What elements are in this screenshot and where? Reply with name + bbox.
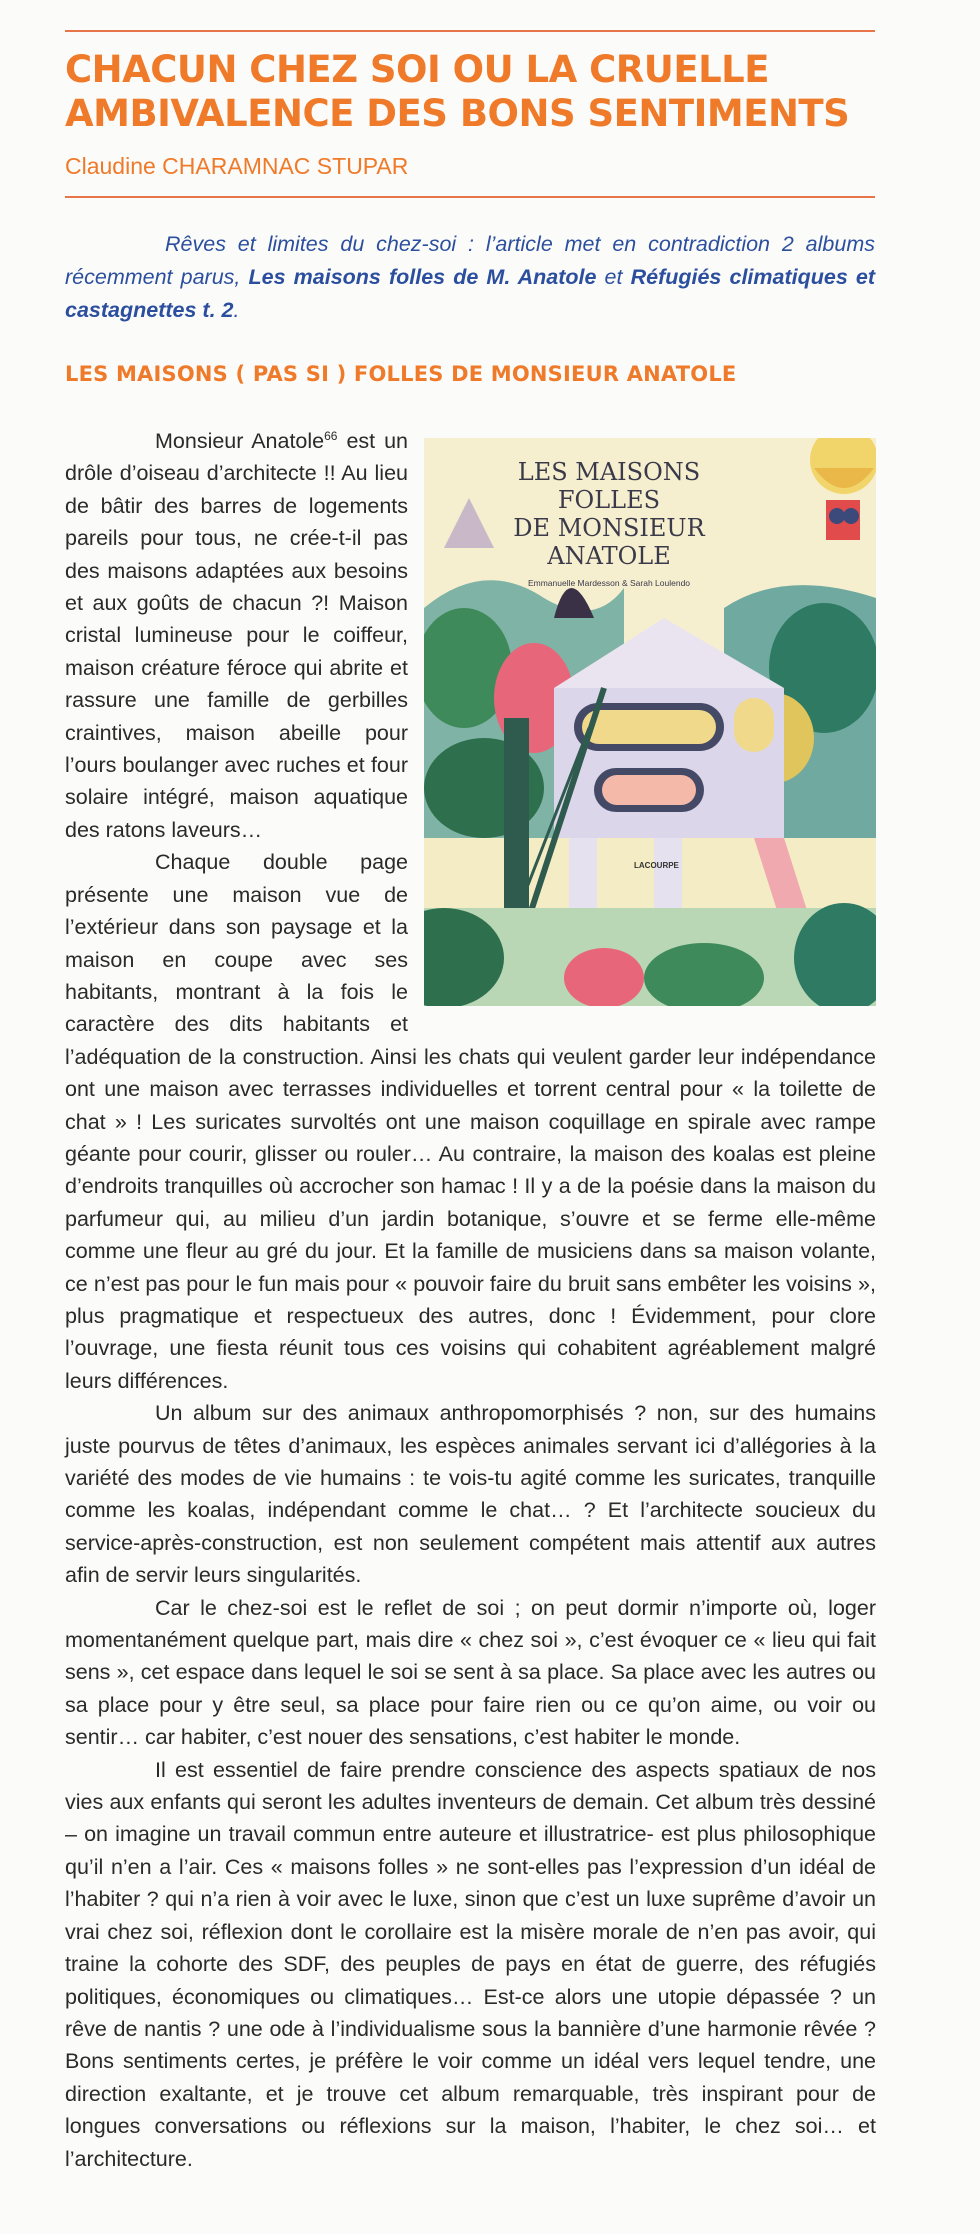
intro-book-title-2: Réfugiés climatiques et castagnettes t. 2 xyxy=(65,265,875,322)
intro-text-3: . xyxy=(233,298,240,322)
paragraph-1-start: Monsieur Anatole xyxy=(155,429,325,453)
cover-artwork xyxy=(424,438,876,1006)
intro-book-title-1: Les maisons folles de M. Anatole xyxy=(248,265,597,289)
cover-authors: Emmanuelle Mardesson & Sarah Loulendo xyxy=(527,578,691,588)
article-title: CHACUN CHEZ SOI OU LA CRUELLE AMBIVALENCE DES BONS SENTIMENTS xyxy=(65,48,850,135)
footnote-reference[interactable]: 66 xyxy=(324,428,338,443)
paragraph-4: Car le chez-soi est le reflet de soi ; on peut dormir n’importe où, loger momentanément quelque part, mais dire « chez soi », c’est évoquer ce « lieu qui fait sens », cet espace dans lequel le soi se sent à sa place. Sa place avec les autres ou sa place pour y être seul, sa place pour faire rien ou ce qu’on aime, ou voir ou sentir… car habiter, c’est nouer des sensations, c’est habiter le monde. xyxy=(65,1595,876,1750)
cover-title-line-1: LES MAISONS xyxy=(517,458,701,486)
cover-title-line-4: ANATOLE xyxy=(547,542,671,570)
article-intro xyxy=(65,228,875,327)
article-body xyxy=(65,425,876,2175)
paragraph-2: Chaque double page présente une maison vue de l’extérieur dans son paysage et la maison en coupe avec ses habitants, montrant à la fois le caractère des dits habitants et l’adéquation de la construction. Ainsi les chats qui veulent garder leur indépendance ont une maison avec terrasses individuelles et torrent central pour « la toilette de chat » ! Les suricates survoltés ont une maison coquillage en spirale avec rampe géante pour courir, glisser ou rouler… Au contraire, la maison des koalas est pleine d’endroits tranquilles où accrocher son hamac ! Il y a de la poésie dans la maison du parfumeur qui, au milieu d’un jardin botanique, s’ouvre et se ferme elle-même comme une fleur au gré du jour. Et la famille de musiciens dans sa maison volante, ce n’est pas pour le fun mais pour « pouvoir faire du bruit sans embêter les voisins », plus pragmatique et respectueux des autres, donc ! Évidemment, pour clore l’ouvrage, une fiesta réunit tous ces voisins qui cohabitent agréablement malgré leurs différences. xyxy=(65,850,876,1393)
cover-title-line-3: DE MONSIEUR xyxy=(513,514,705,542)
intro-text-1: Rêves et limites du chez-soi : l’article met en contradiction 2 albums récemment parus, xyxy=(65,232,875,289)
paragraph-1-rest: est un drôle d’oiseau d’architecte !! Au lieu de bâtir des barres de logements pareils pour tous, ne crée-t-il pas des maisons adaptées aux besoins et aux goûts de chacun ?! Maison cristal lumineuse pour le coiffeur, maison créature féroce qui abrite et rassure une famille de gerbilles craintives, maison abeille pour l’ours boulanger avec ruches et four solaire intégré, maison aquatique des ratons laveurs… xyxy=(65,429,408,842)
top-rule xyxy=(65,30,875,32)
article-author: Claudine CHARAMNAC STUPAR xyxy=(65,153,409,179)
cover-title-line-2: FOLLES xyxy=(557,486,661,514)
paragraph-3: Un album sur des animaux anthropomorphisés ? non, sur des humains juste pourvus de têtes d’animaux, les espèces animales servant ici d’allégories à la variété des modes de vie humains : te vois-tu agité comme les suricates, tranquille comme les koalas, indépendant comme le chat… ? Et l’architecte soucieux du service-après-construction, est non seulement compétent mais attentif aux autres afin de servir leurs singularités. xyxy=(65,1401,876,1588)
header-bottom-rule xyxy=(65,196,875,198)
section-title: LES MAISONS ( PAS SI ) FOLLES DE MONSIEUR ANATOLE xyxy=(65,362,737,386)
intro-text-2: et xyxy=(596,265,631,289)
paragraph-5: Il est essentiel de faire prendre conscience des aspects spatiaux de nos vies aux enfants qui seront les adultes inventeurs de demain. Cet album très dessiné – on imagine un travail commun entre auteure et illustratrice- est plus philosophique qu’il n’en a l’air. Ces « maisons folles » ne sont-elles pas l’expression d’un idéal de l’habiter ? qui n’a rien à voir avec le luxe, sinon que c’est un luxe suprême d’avoir un vrai chez soi, réflexion dont le corollaire est la misère morale de n’en pas avoir, qui traine la cohorte des SDF, des peuples de pays en état de guerre, des réfugiés politiques, économiques ou climatiques… Est-ce alors une utopie dépassée ? un rêve de nantis ? une ode à l’individualisme sous la bannière d’une harmonie rêvée ? Bons sentiments certes, je préfère le voir comme un idéal vers lequel tendre, une direction exaltante, et je trouve cet album remarquable, très inspirant pour de longues conversations ou réflexions sur la maison, l’habiter, le chez soi… et l’architecture. xyxy=(65,1757,876,2171)
book-cover-illustration xyxy=(424,438,876,1006)
cover-publisher: LACOURPE xyxy=(634,861,679,870)
